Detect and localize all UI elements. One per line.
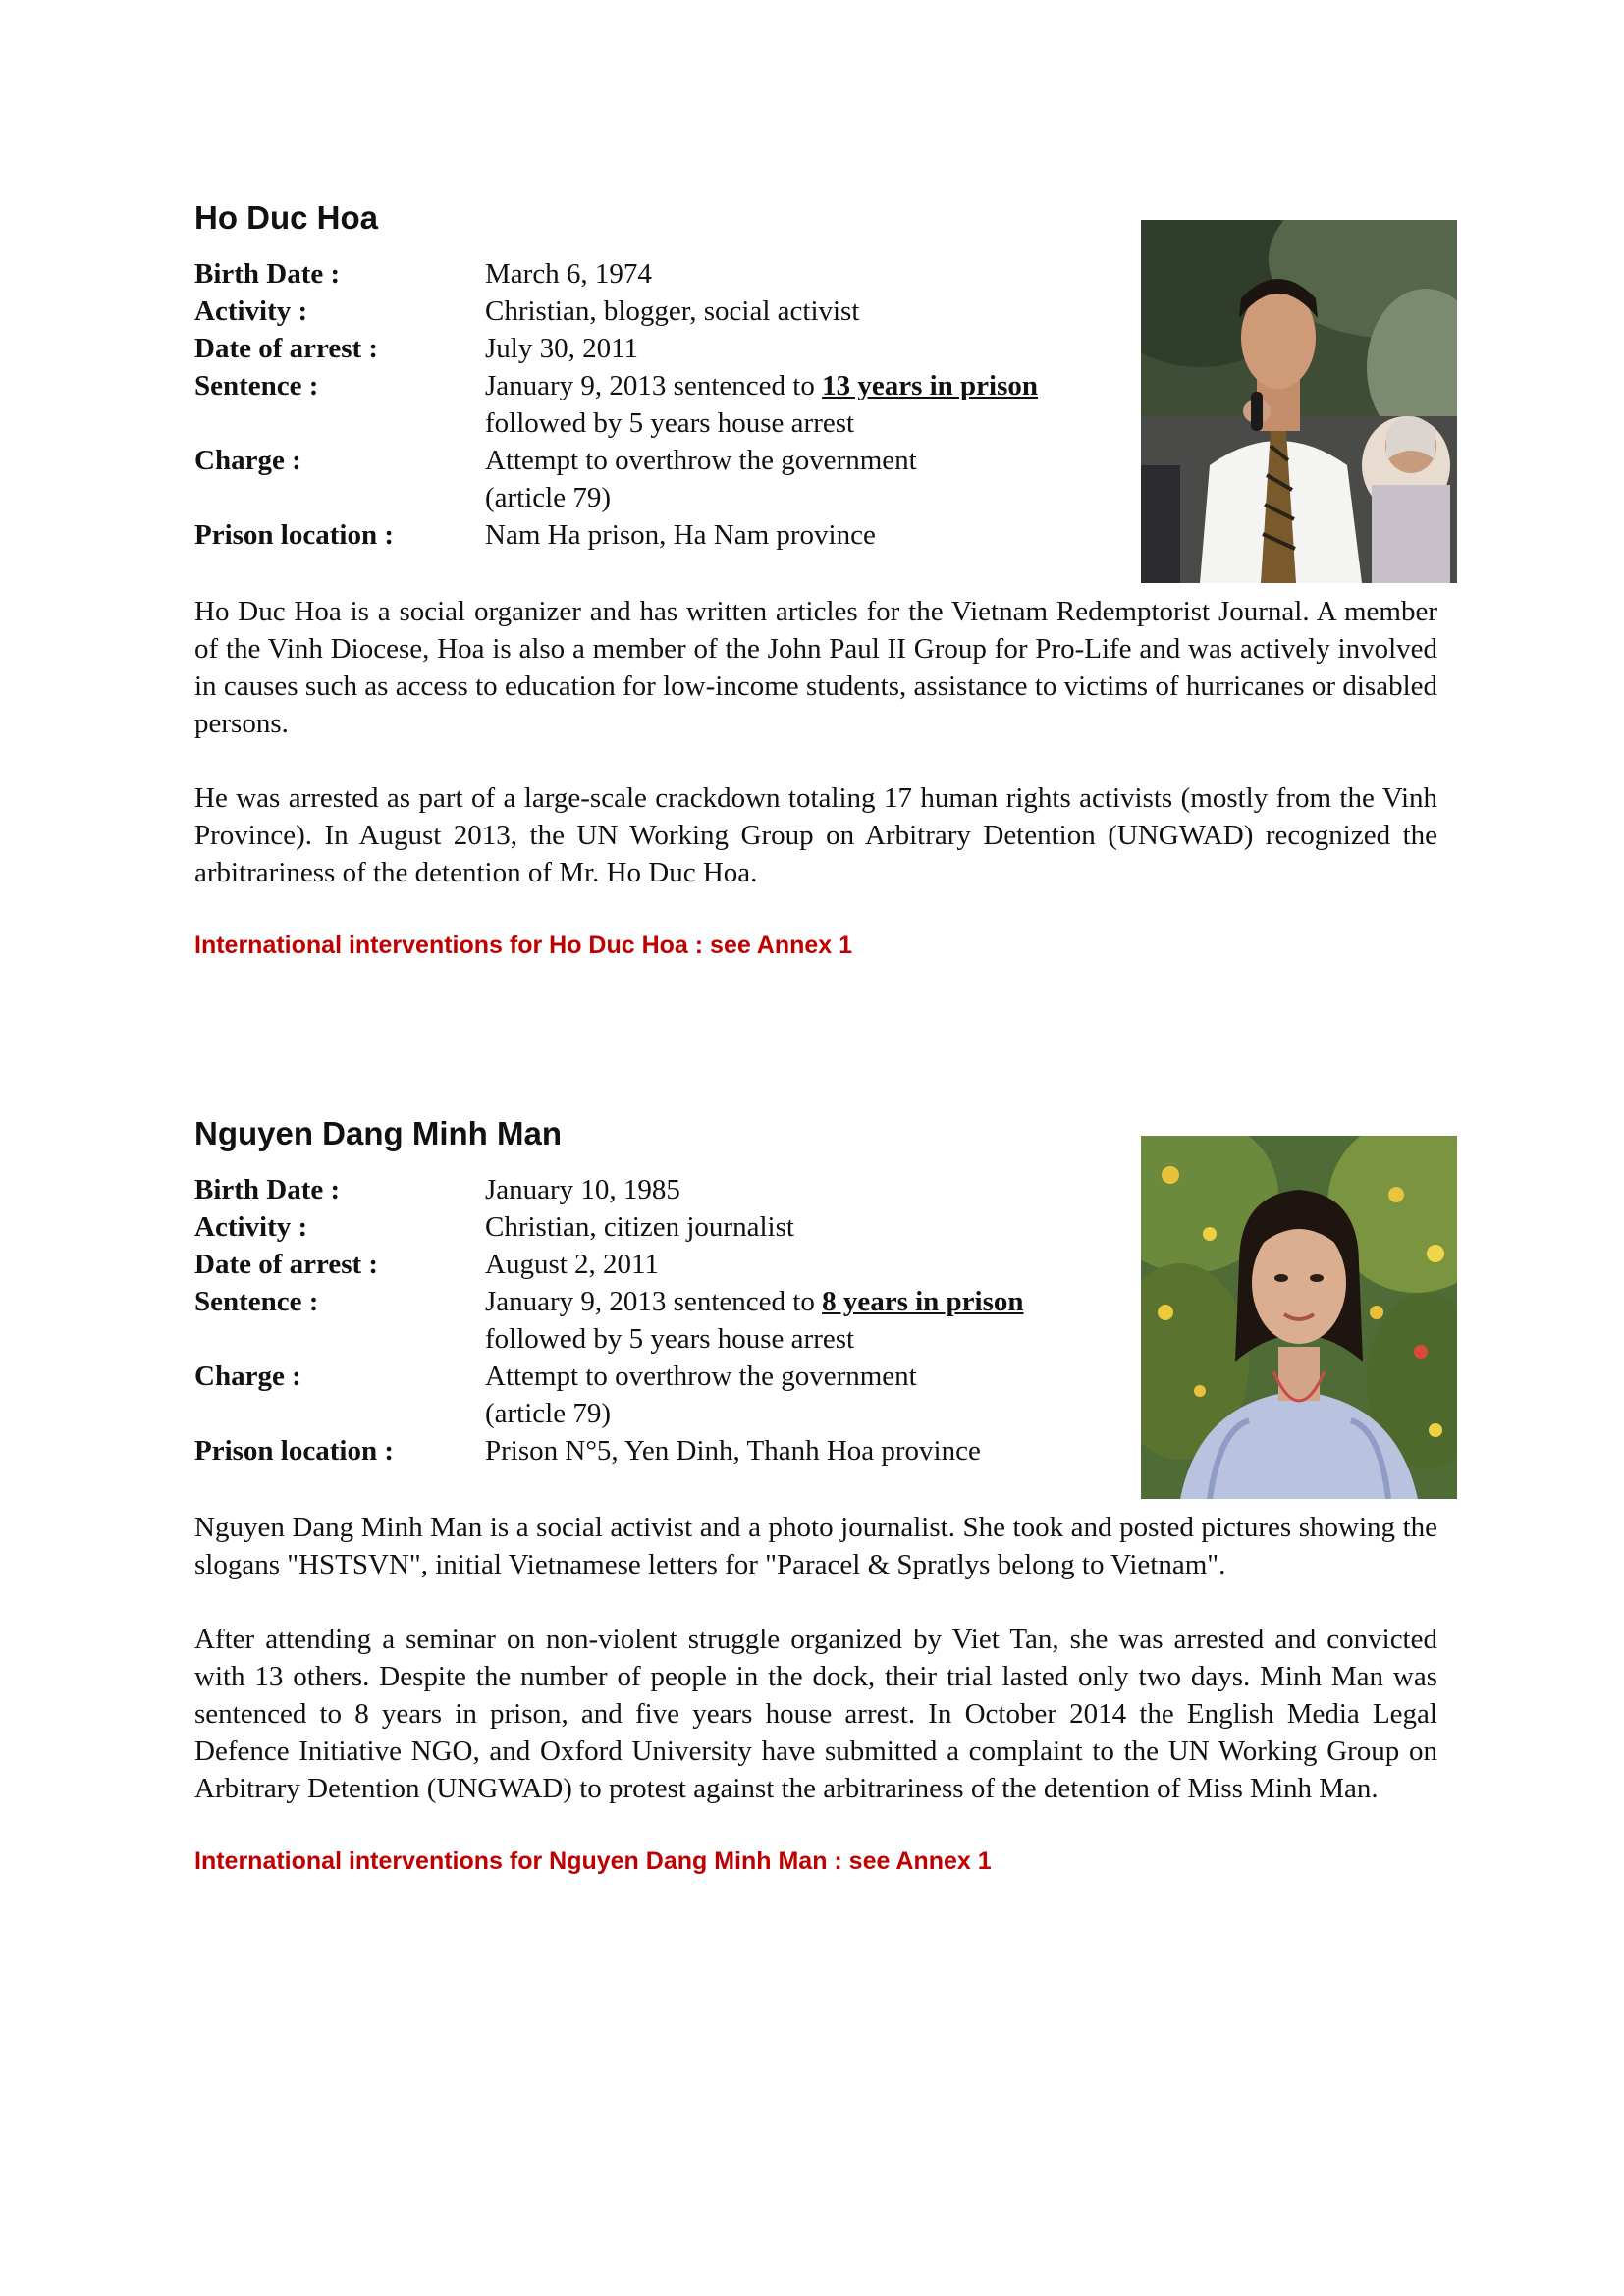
portrait-photo (1141, 1136, 1457, 1499)
fact-label: Activity : (194, 1211, 308, 1243)
fact-birth-date (194, 1171, 1098, 1208)
sentence-emphasis: 8 years in prison (822, 1286, 1024, 1317)
fact-label: Charge : (194, 1361, 301, 1392)
fact-date-of-arrest (194, 1246, 1098, 1283)
profile-ho-duc-hoa (194, 196, 1457, 962)
fact-value: March 6, 1974 (485, 258, 652, 290)
fact-label: Sentence : (194, 370, 319, 401)
profile-bio (194, 1509, 1457, 1807)
portrait-woman-in-garden-image (1141, 1136, 1457, 1499)
fact-label: Birth Date : (194, 1174, 341, 1205)
fact-label: Birth Date : (194, 258, 341, 290)
fact-value (485, 1283, 1098, 1358)
portrait-photo (1141, 220, 1457, 583)
fact-sentence (194, 367, 1098, 442)
fact-label: Sentence : (194, 1286, 319, 1317)
fact-charge (194, 1358, 1098, 1432)
fact-activity (194, 1208, 1098, 1246)
fact-value: January 10, 1985 (485, 1174, 680, 1205)
fact-value: Nam Ha prison, Ha Nam province (485, 519, 876, 551)
fact-label: Date of arrest : (194, 1249, 379, 1280)
portrait-man-with-microphone-image (1141, 220, 1457, 583)
fact-prison-location (194, 1432, 1098, 1469)
sentence-prefix: January 9, 2013 sentenced to (485, 370, 823, 401)
profile-name: Ho Duc Hoa (194, 199, 379, 236)
fact-label: Activity : (194, 295, 308, 327)
intervention-note: International interventions for Nguyen Dang Minh Man : see Annex 1 (194, 1847, 992, 1875)
profile-nguyen-dang-minh-man (194, 1112, 1457, 1878)
sentence-line-1 (485, 1283, 1098, 1320)
fact-value (485, 367, 1098, 442)
fact-label: Date of arrest : (194, 333, 379, 364)
sentence-prefix: January 9, 2013 sentenced to (485, 1286, 823, 1317)
fact-date-of-arrest (194, 330, 1098, 367)
profile-facts (194, 255, 1098, 554)
fact-activity (194, 293, 1098, 330)
fact-label: Charge : (194, 445, 301, 476)
intervention-note: International interventions for Ho Duc Hoa : see Annex 1 (194, 932, 853, 959)
fact-value: August 2, 2011 (485, 1249, 659, 1280)
sentence-line-2: followed by 5 years house arrest (485, 407, 855, 439)
bio-paragraph: After attending a seminar on non-violent struggle organized by Viet Tan, she was arrested and convicted with 13 others. Despite the number of people in the dock, their trial lasted only two days. Minh Man was sentenced to 8 years in prison, and five years house arrest. In October 2014 the English Media Legal Defence Initiative NGO, and Oxford University have submitted a complaint to the UN Working Group on Arbitrary Detention (UNGWAD) to protest against the arbitrariness of the detention of Miss Minh Man. (194, 1624, 1437, 1804)
fact-value: Christian, citizen journalist (485, 1211, 794, 1243)
bio-paragraph: He was arrested as part of a large-scale crackdown totaling 17 human rights activists (mostly from the Vinh Province). In August 2013, the UN Working Group on Arbitrary Detention (UNGWAD) recognized the arbitrariness of the detention of Mr. Ho Duc Hoa. (194, 782, 1437, 888)
fact-value: Prison N°5, Yen Dinh, Thanh Hoa province (485, 1435, 981, 1467)
fact-charge (194, 442, 1098, 516)
sentence-emphasis: 13 years in prison (822, 370, 1039, 401)
fact-value: July 30, 2011 (485, 333, 639, 364)
fact-value: Christian, blogger, social activist (485, 295, 860, 327)
profile-facts (194, 1171, 1098, 1469)
fact-label: Prison location : (194, 519, 394, 551)
charge-line-1: Attempt to overthrow the government (485, 445, 917, 476)
fact-value (485, 1358, 1098, 1432)
charge-line-2: (article 79) (485, 1398, 612, 1429)
fact-sentence (194, 1283, 1098, 1358)
charge-line-1: Attempt to overthrow the government (485, 1361, 917, 1392)
fact-label: Prison location : (194, 1435, 394, 1467)
profile-name: Nguyen Dang Minh Man (194, 1115, 562, 1151)
charge-line-2: (article 79) (485, 482, 612, 513)
profile-bio (194, 593, 1457, 891)
fact-birth-date (194, 255, 1098, 293)
bio-paragraph: Nguyen Dang Minh Man is a social activist and a photo journalist. She took and posted pictures showing the slogans "HSTSVN", initial Vietnamese letters for "Paracel & Spratlys belong to Vietnam". (194, 1512, 1437, 1580)
fact-value (485, 442, 1098, 516)
sentence-line-1 (485, 367, 1098, 404)
fact-prison-location (194, 516, 1098, 554)
sentence-line-2: followed by 5 years house arrest (485, 1323, 855, 1355)
bio-paragraph: Ho Duc Hoa is a social organizer and has written articles for the Vietnam Redemptorist Journal. A member of the Vinh Diocese, Hoa is also a member of the John Paul II Group for Pro-Life and was actively involved in causes such as access to education for low-income students, assistance to victims of hurricanes or disabled persons. (194, 596, 1437, 739)
